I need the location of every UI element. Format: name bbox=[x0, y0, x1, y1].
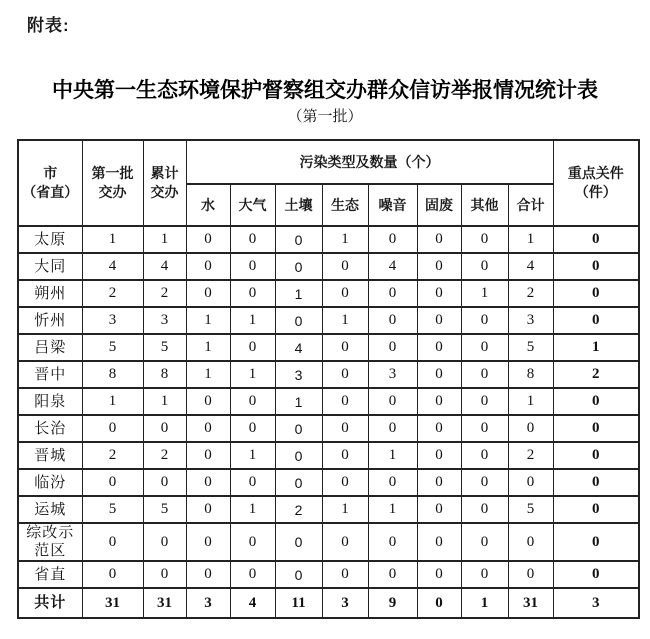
table-cell: 1 bbox=[143, 388, 186, 415]
row-label: 共计 bbox=[18, 588, 82, 618]
table-cell: 1 bbox=[230, 442, 275, 469]
table-cell: 0 bbox=[417, 442, 461, 469]
table-cell: 0 bbox=[230, 280, 275, 307]
row-label: 晋中 bbox=[18, 361, 82, 388]
table-cell: 3 bbox=[553, 588, 639, 618]
table-cell: 0 bbox=[553, 523, 639, 561]
table-cell: 1 bbox=[275, 388, 322, 415]
header-row-top bbox=[18, 140, 639, 184]
table-cell: 0 bbox=[461, 442, 508, 469]
row-label: 太原 bbox=[18, 226, 82, 253]
col-header-pollution-group: 污染类型及数量（个） bbox=[186, 140, 553, 184]
table-cell: 0 bbox=[553, 388, 639, 415]
table-cell: 4 bbox=[230, 588, 275, 618]
table-cell: 1 bbox=[82, 388, 143, 415]
row-label: 省直 bbox=[18, 561, 82, 588]
table-cell: 0 bbox=[82, 415, 143, 442]
table-cell: 4 bbox=[508, 253, 553, 280]
table-cell: 8 bbox=[508, 361, 553, 388]
table-cell: 2 bbox=[275, 496, 322, 523]
row-label: 吕梁 bbox=[18, 334, 82, 361]
header-text-line: 交办 bbox=[98, 184, 127, 200]
row-label: 临汾 bbox=[18, 469, 82, 496]
table-cell: 0 bbox=[368, 561, 417, 588]
table-cell: 0 bbox=[186, 442, 230, 469]
table-cell: 0 bbox=[461, 523, 508, 561]
table-cell: 0 bbox=[322, 469, 368, 496]
table-cell: 0 bbox=[461, 415, 508, 442]
table-row bbox=[18, 415, 639, 442]
statistics-table bbox=[17, 139, 640, 619]
table-cell: 1 bbox=[275, 280, 322, 307]
col-header-noise: 噪音 bbox=[368, 184, 417, 226]
table-cell: 1 bbox=[368, 442, 417, 469]
table-cell: 2 bbox=[508, 280, 553, 307]
col-header-water: 水 bbox=[186, 184, 230, 226]
table-cell: 1 bbox=[368, 496, 417, 523]
table-cell: 0 bbox=[508, 523, 553, 561]
table-cell: 0 bbox=[275, 226, 322, 253]
table-cell: 0 bbox=[275, 415, 322, 442]
table-cell: 0 bbox=[230, 334, 275, 361]
table-row bbox=[18, 523, 639, 561]
table-cell: 0 bbox=[82, 523, 143, 561]
table-cell: 0 bbox=[417, 388, 461, 415]
table-cell: 0 bbox=[508, 561, 553, 588]
table-cell: 0 bbox=[186, 561, 230, 588]
table-cell: 0 bbox=[417, 561, 461, 588]
table-cell: 2 bbox=[82, 442, 143, 469]
table-cell: 0 bbox=[508, 469, 553, 496]
table-cell: 8 bbox=[143, 361, 186, 388]
table-cell: 3 bbox=[82, 307, 143, 334]
table-cell: 0 bbox=[230, 561, 275, 588]
table-cell: 0 bbox=[186, 523, 230, 561]
table-cell: 0 bbox=[368, 307, 417, 334]
table-cell: 2 bbox=[82, 280, 143, 307]
table-cell: 0 bbox=[368, 388, 417, 415]
table-cell: 0 bbox=[553, 253, 639, 280]
table-cell: 0 bbox=[275, 253, 322, 280]
table-total-row bbox=[18, 588, 639, 618]
table-cell: 1 bbox=[186, 334, 230, 361]
table-cell: 1 bbox=[230, 361, 275, 388]
table-cell: 5 bbox=[82, 496, 143, 523]
table-cell: 8 bbox=[82, 361, 143, 388]
table-cell: 2 bbox=[508, 442, 553, 469]
table-cell: 0 bbox=[417, 523, 461, 561]
table-cell: 9 bbox=[368, 588, 417, 618]
col-header-air: 大气 bbox=[230, 184, 275, 226]
table-cell: 0 bbox=[461, 226, 508, 253]
table-cell: 2 bbox=[143, 442, 186, 469]
table-cell: 0 bbox=[322, 442, 368, 469]
table-cell: 11 bbox=[275, 588, 322, 618]
table-cell: 0 bbox=[368, 280, 417, 307]
table-cell: 0 bbox=[275, 523, 322, 561]
header-text-line: 累计 bbox=[150, 165, 179, 181]
header-text-line: 市 bbox=[43, 165, 58, 181]
table-cell: 2 bbox=[553, 361, 639, 388]
table-row bbox=[18, 361, 639, 388]
col-header-key-cases bbox=[553, 140, 639, 226]
page-title: 中央第一生态环境保护督察组交办群众信访举报情况统计表 bbox=[52, 78, 598, 102]
table-cell: 0 bbox=[417, 253, 461, 280]
table-cell: 0 bbox=[322, 388, 368, 415]
table-cell: 0 bbox=[417, 280, 461, 307]
table-cell: 0 bbox=[417, 334, 461, 361]
table-cell: 0 bbox=[82, 469, 143, 496]
table-cell: 2 bbox=[143, 280, 186, 307]
table-cell: 0 bbox=[322, 253, 368, 280]
table-cell: 5 bbox=[508, 334, 553, 361]
table-cell: 1 bbox=[186, 307, 230, 334]
table-cell: 0 bbox=[82, 561, 143, 588]
table-cell: 0 bbox=[368, 523, 417, 561]
table-cell: 0 bbox=[186, 280, 230, 307]
table-cell: 0 bbox=[186, 388, 230, 415]
table-cell: 0 bbox=[143, 469, 186, 496]
table-cell: 0 bbox=[553, 307, 639, 334]
table-row bbox=[18, 226, 639, 253]
table-body bbox=[18, 226, 639, 618]
table-cell: 0 bbox=[461, 361, 508, 388]
row-label: 朔州 bbox=[18, 280, 82, 307]
table-cell: 1 bbox=[186, 361, 230, 388]
table-row bbox=[18, 496, 639, 523]
table-cell: 0 bbox=[417, 226, 461, 253]
table-cell: 1 bbox=[143, 226, 186, 253]
table-cell: 0 bbox=[553, 469, 639, 496]
row-label: 长治 bbox=[18, 415, 82, 442]
table-cell: 0 bbox=[322, 415, 368, 442]
table-cell: 0 bbox=[186, 469, 230, 496]
table-cell: 4 bbox=[82, 253, 143, 280]
table-cell: 0 bbox=[186, 226, 230, 253]
table-cell: 4 bbox=[143, 253, 186, 280]
header-text-line: （件） bbox=[574, 184, 617, 200]
table-cell: 4 bbox=[275, 334, 322, 361]
table-cell: 0 bbox=[461, 388, 508, 415]
table-cell: 0 bbox=[461, 307, 508, 334]
table-cell: 0 bbox=[230, 388, 275, 415]
table-cell: 3 bbox=[508, 307, 553, 334]
table-cell: 0 bbox=[143, 561, 186, 588]
table-cell: 0 bbox=[143, 523, 186, 561]
table-cell: 0 bbox=[417, 361, 461, 388]
table-cell: 0 bbox=[368, 469, 417, 496]
table-cell: 3 bbox=[186, 588, 230, 618]
table-cell: 1 bbox=[230, 307, 275, 334]
row-label: 运城 bbox=[18, 496, 82, 523]
table-cell: 0 bbox=[322, 561, 368, 588]
table-cell: 0 bbox=[461, 253, 508, 280]
table-cell: 5 bbox=[508, 496, 553, 523]
col-header-city bbox=[18, 140, 82, 226]
header-text-line: （省直） bbox=[22, 184, 79, 200]
table-cell: 0 bbox=[230, 523, 275, 561]
table-row bbox=[18, 561, 639, 588]
table-cell: 1 bbox=[322, 496, 368, 523]
col-header-cumulative bbox=[143, 140, 186, 226]
table-cell: 0 bbox=[322, 280, 368, 307]
table-cell: 0 bbox=[553, 226, 639, 253]
table-cell: 0 bbox=[275, 561, 322, 588]
table-cell: 0 bbox=[230, 469, 275, 496]
table-cell: 0 bbox=[230, 253, 275, 280]
table-cell: 0 bbox=[553, 496, 639, 523]
page-subtitle: （第一批） bbox=[287, 109, 363, 125]
table-row bbox=[18, 307, 639, 334]
col-header-solid-waste: 固废 bbox=[417, 184, 461, 226]
col-header-soil: 土壤 bbox=[275, 184, 322, 226]
table-cell: 0 bbox=[143, 415, 186, 442]
table-cell: 0 bbox=[553, 442, 639, 469]
table-cell: 3 bbox=[275, 361, 322, 388]
table-cell: 0 bbox=[417, 307, 461, 334]
table-cell: 0 bbox=[417, 496, 461, 523]
table-cell: 1 bbox=[322, 226, 368, 253]
table-cell: 1 bbox=[82, 226, 143, 253]
table-cell: 4 bbox=[368, 253, 417, 280]
table-row bbox=[18, 334, 639, 361]
col-header-other: 其他 bbox=[461, 184, 508, 226]
table-cell: 0 bbox=[322, 334, 368, 361]
table-cell: 0 bbox=[461, 469, 508, 496]
table-cell: 0 bbox=[322, 361, 368, 388]
table-cell: 1 bbox=[322, 307, 368, 334]
table-cell: 0 bbox=[553, 415, 639, 442]
table-cell: 1 bbox=[508, 226, 553, 253]
header-text-line: 交办 bbox=[150, 184, 179, 200]
table-row bbox=[18, 442, 639, 469]
table-cell: 1 bbox=[461, 280, 508, 307]
table-cell: 1 bbox=[461, 588, 508, 618]
table-cell: 0 bbox=[368, 415, 417, 442]
table-cell: 31 bbox=[143, 588, 186, 618]
table-cell: 3 bbox=[143, 307, 186, 334]
table-cell: 0 bbox=[553, 280, 639, 307]
table-cell: 0 bbox=[553, 561, 639, 588]
table-cell: 0 bbox=[275, 307, 322, 334]
row-label: 忻州 bbox=[18, 307, 82, 334]
attachment-label: 附表: bbox=[27, 16, 70, 35]
table-cell: 0 bbox=[417, 469, 461, 496]
table-cell: 1 bbox=[553, 334, 639, 361]
header-text-line: 第一批 bbox=[91, 165, 134, 181]
table-cell: 0 bbox=[368, 226, 417, 253]
table-cell: 0 bbox=[461, 334, 508, 361]
table-cell: 1 bbox=[508, 388, 553, 415]
table-cell: 0 bbox=[186, 253, 230, 280]
table-header bbox=[18, 140, 639, 226]
row-label: 大同 bbox=[18, 253, 82, 280]
table-row bbox=[18, 253, 639, 280]
table-cell: 5 bbox=[143, 334, 186, 361]
table-row bbox=[18, 280, 639, 307]
table-cell: 0 bbox=[275, 442, 322, 469]
row-label: 阳泉 bbox=[18, 388, 82, 415]
col-header-ecology: 生态 bbox=[322, 184, 368, 226]
row-label: 晋城 bbox=[18, 442, 82, 469]
table-cell: 0 bbox=[461, 561, 508, 588]
table-cell: 0 bbox=[417, 415, 461, 442]
header-text-line: 重点关件 bbox=[567, 165, 624, 181]
col-header-subtotal: 合计 bbox=[508, 184, 553, 226]
table-cell: 3 bbox=[368, 361, 417, 388]
table-cell: 0 bbox=[417, 588, 461, 618]
table-cell: 1 bbox=[230, 496, 275, 523]
table-cell: 0 bbox=[461, 496, 508, 523]
table-row bbox=[18, 388, 639, 415]
table-cell: 0 bbox=[508, 415, 553, 442]
table-cell: 31 bbox=[508, 588, 553, 618]
col-header-first-batch bbox=[82, 140, 143, 226]
table-cell: 3 bbox=[322, 588, 368, 618]
table-cell: 0 bbox=[230, 226, 275, 253]
table-row bbox=[18, 469, 639, 496]
table-cell: 0 bbox=[186, 496, 230, 523]
table-cell: 5 bbox=[82, 334, 143, 361]
table-cell: 0 bbox=[322, 523, 368, 561]
table-cell: 5 bbox=[143, 496, 186, 523]
table-cell: 31 bbox=[82, 588, 143, 618]
table-cell: 0 bbox=[368, 334, 417, 361]
table-cell: 0 bbox=[186, 415, 230, 442]
table-cell: 0 bbox=[275, 469, 322, 496]
table-cell: 0 bbox=[230, 415, 275, 442]
row-label: 综改示范区 bbox=[18, 523, 82, 561]
